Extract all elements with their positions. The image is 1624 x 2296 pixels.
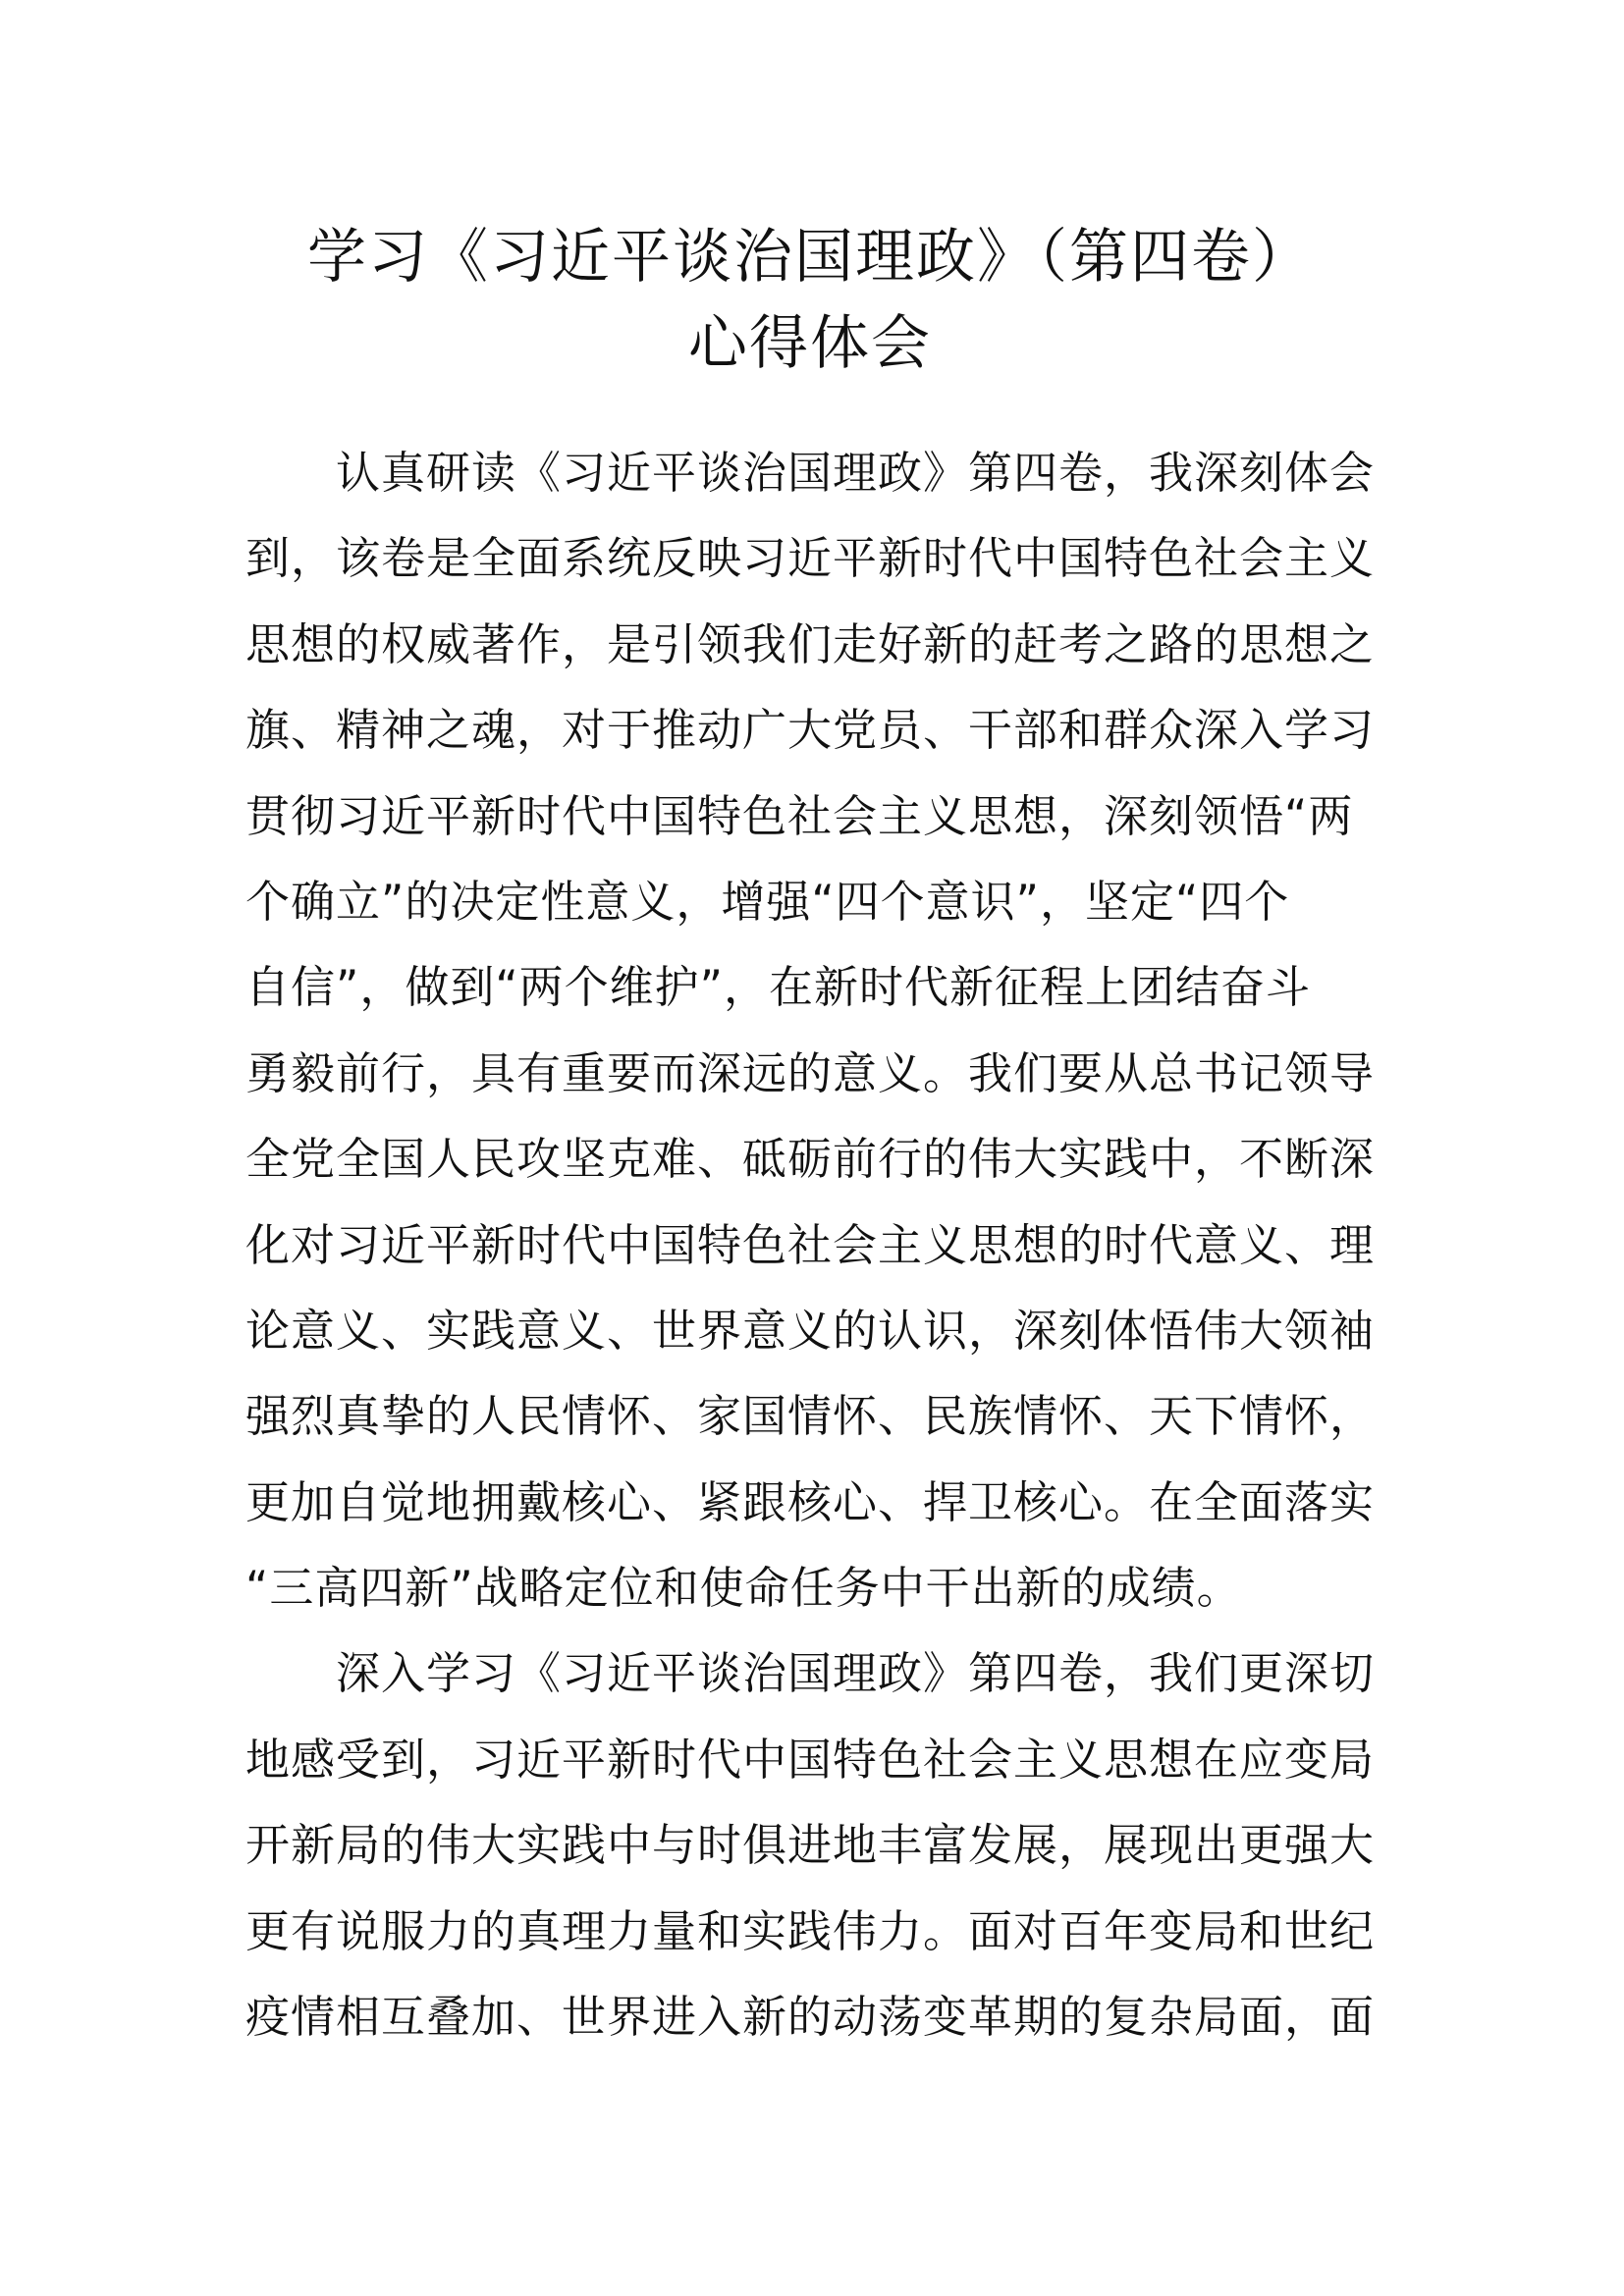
document-title-line-2: 心得体会 <box>688 309 932 378</box>
paragraph-2-line: 疫情相互叠加、世界进入新的动荡变革期的复杂局面，面 <box>245 1991 1376 2043</box>
paragraph-2-line: 开新局的伟大实践中与时俱进地丰富发展，展现出更强大 <box>245 1819 1376 1871</box>
paragraph-1-line: 更加自觉地拥戴核心、紧跟核心、捍卫核心。在全面落实 <box>245 1476 1376 1528</box>
paragraph-1-line: 贯彻习近平新时代中国特色社会主义思想，深刻领悟“两 <box>245 790 1354 842</box>
paragraph-1-line: 论意义、实践意义、世界意义的认识，深刻体悟伟大领袖 <box>245 1305 1376 1357</box>
paragraph-1-line: 强烈真挚的人民情怀、家国情怀、民族情怀、天下情怀， <box>245 1390 1376 1442</box>
paragraph-2-line: 地感受到，习近平新时代中国特色社会主义思想在应变局 <box>245 1734 1376 1786</box>
paragraph-1-line: 到，该卷是全面系统反映习近平新时代中国特色社会主义 <box>245 532 1376 584</box>
paragraph-2-line: 更有说服力的真理力量和实践伟力。面对百年变局和世纪 <box>245 1905 1376 1957</box>
paragraph-1-line: 自信”，做到“两个维护”，在新时代新征程上团结奋斗 <box>245 961 1311 1013</box>
paragraph-1-line: 个确立”的决定性意义，增强“四个意识”，坚定“四个 <box>245 876 1290 928</box>
paragraph-1-line: 勇毅前行，具有重要而深远的意义。我们要从总书记领导 <box>245 1047 1376 1099</box>
paragraph-1-line: 思想的权威著作，是引领我们走好新的赶考之路的思想之 <box>245 618 1376 670</box>
paragraph-1-line: 认真研读《习近平谈治国理政》第四卷，我深刻体会 <box>245 447 1376 499</box>
document-title-line-1: 学习《习近平谈治国理政》（第四卷） <box>307 223 1313 292</box>
paragraph-2-line: 深入学习《习近平谈治国理政》第四卷，我们更深切 <box>245 1647 1376 1699</box>
paragraph-1-line: 旗、精神之魂，对于推动广大党员、干部和群众深入学习 <box>245 704 1376 756</box>
paragraph-1-line: 化对习近平新时代中国特色社会主义思想的时代意义、理 <box>245 1219 1376 1271</box>
paragraph-1-line: 全党全国人民攻坚克难、砥砺前行的伟大实践中，不断深 <box>245 1133 1376 1185</box>
paragraph-1-line: “三高四新”战略定位和使命任务中干出新的成绩。 <box>245 1562 1242 1614</box>
